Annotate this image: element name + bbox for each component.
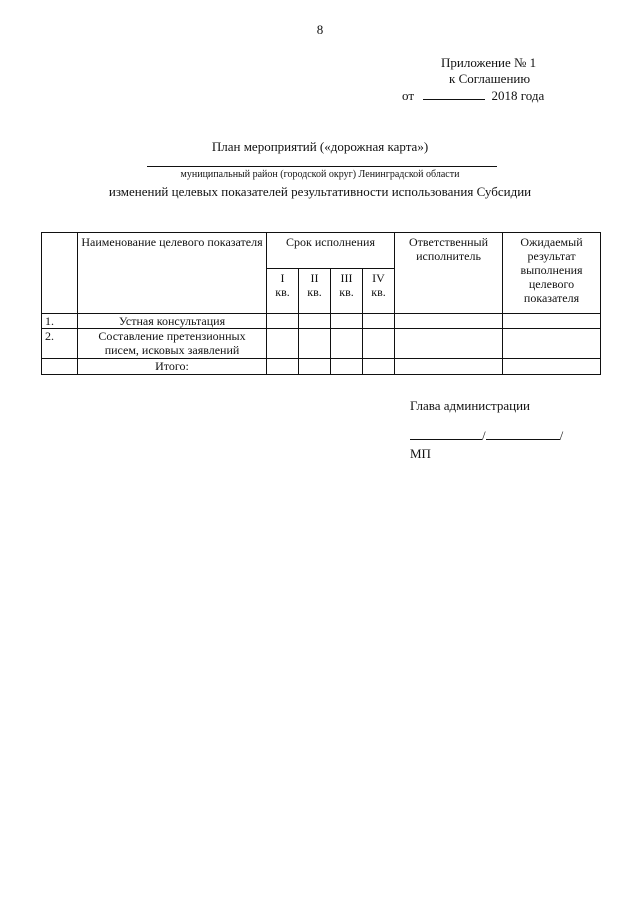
row-cell	[395, 314, 503, 329]
row-cell	[395, 329, 503, 359]
quarter-abbr: кв.	[339, 285, 354, 299]
row-cell	[363, 359, 395, 375]
roadmap-table	[41, 232, 601, 375]
header-deadline: Срок исполнения	[267, 233, 395, 269]
row-number: 1.	[42, 314, 78, 329]
plan-title: План мероприятий («дорожная карта»)	[211, 139, 429, 154]
row-cell	[299, 314, 331, 329]
date-suffix: 2018 года	[491, 88, 545, 103]
row-cell	[267, 329, 299, 359]
name-blank	[486, 427, 560, 440]
signature-blank	[410, 427, 482, 440]
table-row	[42, 314, 601, 329]
header-number-cell	[42, 233, 78, 314]
page-number: 8	[316, 22, 324, 37]
row-cell	[503, 359, 601, 375]
stamp-label: МП	[410, 446, 431, 461]
row-cell	[267, 359, 299, 375]
plan-subtitle: изменений целевых показателей результативности использования Субсидии	[108, 184, 532, 199]
signature-separator: /	[482, 428, 486, 443]
header-indicator: Наименование целевого показателя	[78, 233, 267, 314]
row-cell	[503, 329, 601, 359]
row-number: 2.	[42, 329, 78, 359]
row-cell	[363, 314, 395, 329]
quarter-roman: III	[340, 271, 353, 285]
row-cell	[299, 329, 331, 359]
header-expected-result: Ожидаемый результат выполнения целевого показателя	[503, 233, 601, 314]
quarter-roman: II	[310, 271, 319, 285]
appendix-date	[402, 88, 544, 104]
date-blank	[423, 88, 485, 100]
header-quarter-2	[299, 269, 331, 314]
row-indicator: Устная консультация	[78, 314, 267, 329]
row-cell	[395, 359, 503, 375]
date-prefix: от	[402, 88, 415, 103]
row-cell	[503, 314, 601, 329]
appendix-number: Приложение № 1	[441, 55, 537, 70]
row-cell	[331, 314, 363, 329]
appendix-agreement: к Соглашению	[449, 71, 531, 86]
table-row	[42, 329, 601, 359]
row-cell	[363, 329, 395, 359]
header-quarter-1	[267, 269, 299, 314]
row-cell	[267, 314, 299, 329]
signature-title: Глава администрации	[410, 398, 531, 413]
signature-separator: /	[559, 428, 564, 443]
table-total-row	[42, 359, 601, 375]
header-quarter-3	[331, 269, 363, 314]
quarter-roman: IV	[372, 271, 385, 285]
table-header-row	[42, 233, 601, 269]
quarter-abbr: кв.	[275, 285, 290, 299]
row-cell	[299, 359, 331, 375]
total-label: Итого:	[78, 359, 267, 375]
municipality-caption: муниципальный район (городской округ) Ленинградской области	[180, 169, 460, 180]
row-cell	[331, 329, 363, 359]
total-number-cell	[42, 359, 78, 375]
signature-line	[410, 427, 563, 444]
row-indicator: Составление претензионных писем, исковых заявлений	[78, 329, 267, 359]
header-responsible: Ответственный исполнитель	[395, 233, 503, 314]
municipality-blank-line	[147, 166, 497, 167]
quarter-abbr: кв.	[371, 285, 386, 299]
header-quarter-4	[363, 269, 395, 314]
quarter-roman: I	[280, 271, 285, 285]
row-cell	[331, 359, 363, 375]
quarter-abbr: кв.	[307, 285, 322, 299]
